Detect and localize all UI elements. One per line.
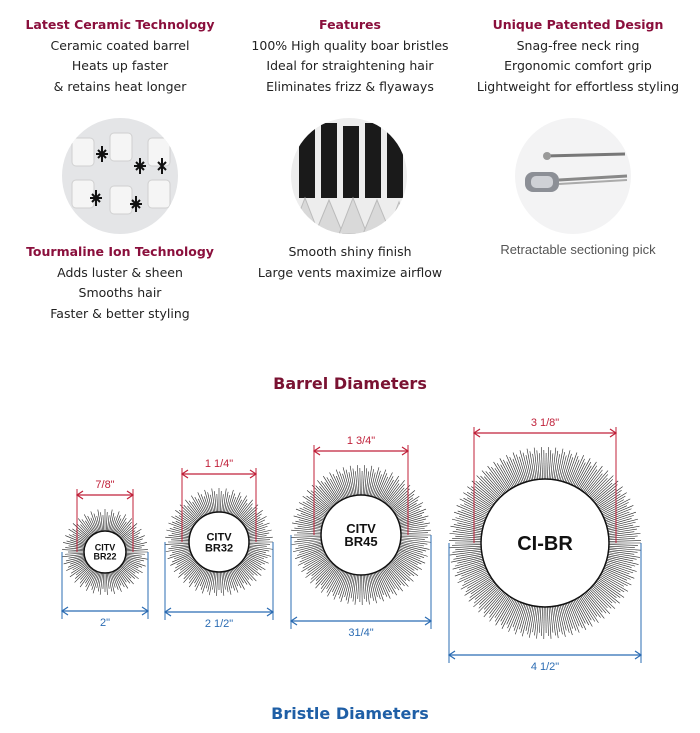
barrel-dimension-label: 1 3/4" [346,435,376,447]
feature-line: Heats up faster [71,58,169,73]
brush-0 [62,509,148,595]
feature-line: Smooths hair [78,285,162,300]
brush-model-label: CITV [346,521,376,537]
brush-model-label: CI-BR [517,533,573,555]
feature-features [240,15,460,97]
barrel-diameter-diagram [0,410,700,670]
feature-tourmaline [20,242,220,324]
feature-line: Ceramic coated barrel [50,37,190,53]
bristle-dimension-label: 31/4" [348,627,374,639]
feature-title: Latest Ceramic Technology [25,17,215,32]
barrel-diameters-title: Barrel Diameters [273,374,427,393]
barrel-dimension-label: 1 1/4" [204,458,234,470]
brush-2 [291,465,431,605]
feature-line: Snag-free neck ring [516,37,640,53]
feature-title: Unique Patented Design [492,17,664,32]
bristle-dimension-label: 2 1/2" [204,618,234,630]
brush-3 [449,447,641,639]
feature-line: Large vents maximize airflow [257,264,443,280]
feature-line: 100% High quality boar bristles [251,37,449,53]
brush-model-label: BR32 [204,542,234,555]
brush-1 [165,488,273,596]
feature-title: Tourmaline Ion Technology [26,244,214,259]
feature-line: Smooth shiny finish [288,244,412,259]
feature-ceramic [20,15,220,97]
brush-model-label: BR22 [93,551,117,562]
bristle-dimension-label: 4 1/2" [530,661,560,670]
feature-line: & retains heat longer [53,78,187,94]
brush-model-label: BR45 [344,534,378,550]
feature-pick [468,240,688,261]
brush-model-label: CITV [94,542,116,553]
sectioning-pick-photo [515,118,631,234]
feature-line: Retractable sectioning pick [500,242,656,257]
feature-line: Eliminates frizz & flyaways [266,78,434,94]
bristle-dimension-label: 2" [99,617,111,629]
feature-shiny [240,242,460,283]
barrel-dimension-label: 3 1/8" [530,417,560,429]
barrel-dimension-label: 7/8" [95,479,115,491]
ceramic-barrel-photo [62,118,178,234]
bristle-diameters-title: Bristle Diameters [271,704,429,723]
feature-line: Ergonomic comfort grip [504,58,652,73]
feature-title: Features [319,17,381,32]
boar-bristles-photo [291,118,407,234]
feature-line: Ideal for straightening hair [266,58,434,73]
brush-model-label: CITV [206,531,232,544]
feature-line: Lightweight for effortless styling [476,78,680,94]
feature-line: Adds luster & sheen [57,264,183,280]
feature-patented [468,15,688,97]
feature-line: Faster & better styling [50,305,190,321]
